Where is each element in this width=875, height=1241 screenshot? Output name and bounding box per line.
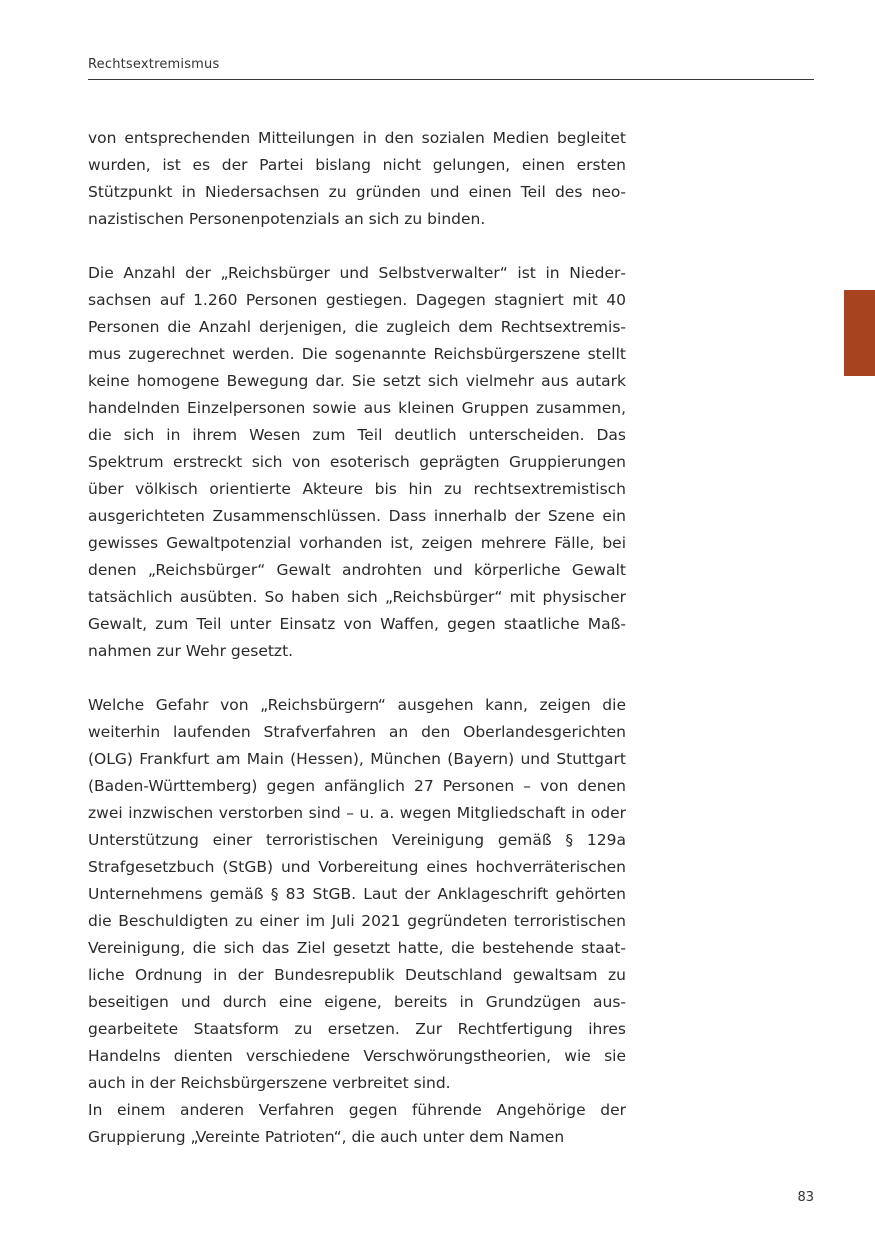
running-header-title: Rechtsextremismus bbox=[88, 57, 220, 72]
paragraph: In einem anderen Verfahren gegen führende Angehörige der Gruppierung „Vereinte Patrioten“, die auch unter dem Namen bbox=[88, 1101, 626, 1146]
chapter-thumb-tab bbox=[844, 290, 875, 376]
paragraph: Welche Gefahr von „Reichsbürgern“ ausgehen kann, zeigen die weiterhin laufenden Strafverfahren an den Oberlandesgerichten (OLG) Frankfurt am Main (Hessen), München (Bayern) und Stuttgart (Baden-Württemberg) gegen anfänglich 27 Personen – von denen zwei inzwischen verstorben sind – u. a. wegen Mitgliedschaft in oder Unterstützung einer terroristischen Vereinigung gemäß § 129a Strafgesetzbuch (StGB) und Vorbereitung eines hochverräterischen Unternehmens gemäß § 83 StGB. Laut der Anklageschrift gehörten die Beschuldigten zu einer im Juli 2021 gegründeten terroristischen Vereinigung, die sich das Ziel gesetzt hatte, die bestehende staatliche Ordnung in der Bundesrepublik Deutschland gewaltsam zu beseitigen und durch eine eigene, bereits in Grundzügen ausgearbeitete Staatsform zu ersetzen. Zur Rechtfertigung ihres Handelns dienten verschiedene Verschwörungstheorien, wie sie auch in der Reichsbürgerszene verbreitet sind. bbox=[88, 696, 626, 1092]
paragraph: Die Anzahl der „Reichsbürger und Selbstverwalter“ ist in Niedersachsen auf 1.260 Personen gestiegen. Dagegen stagniert mit 40 Personen die Anzahl derjenigen, die zugleich dem Rechtsextremismus zugerechnet werden. Die sogenannte Reichsbürgerszene stellt keine homogene Bewegung dar. Sie setzt sich vielmehr aus autark handelnden Einzelpersonen sowie aus kleinen Gruppen zusammen, die sich in ihrem Wesen zum Teil deutlich unterscheiden. Das Spektrum erstreckt sich von esoterisch geprägten Gruppierungen über völkisch orientierte Akteure bis hin zu rechtsextremistisch ausgerichteten Zusammenschlüssen. Dass innerhalb der Szene ein gewisses Gewaltpotenzial vorhanden ist, zeigen mehrere Fälle, bei denen „Reichsbürger“ Gewalt androhten und körperliche Gewalt tatsächlich ausübten. So haben sich „Reichsbürger“ mit physischer Gewalt, zum Teil unter Einsatz von Waffen, gegen staatliche Maßnahmen zur Wehr gesetzt. bbox=[88, 264, 626, 660]
page-number: 83 bbox=[797, 1190, 814, 1205]
paragraph: von entsprechenden Mitteilungen in den sozialen Medien begleitet wurden, ist es der Partei bislang nicht gelungen, einen ersten Stützpunkt in Niedersachsen zu gründen und einen Teil des neonazistischen Personenpotenzials an sich zu binden. bbox=[88, 129, 626, 228]
body-text bbox=[88, 125, 626, 1151]
header-rule bbox=[88, 79, 814, 80]
